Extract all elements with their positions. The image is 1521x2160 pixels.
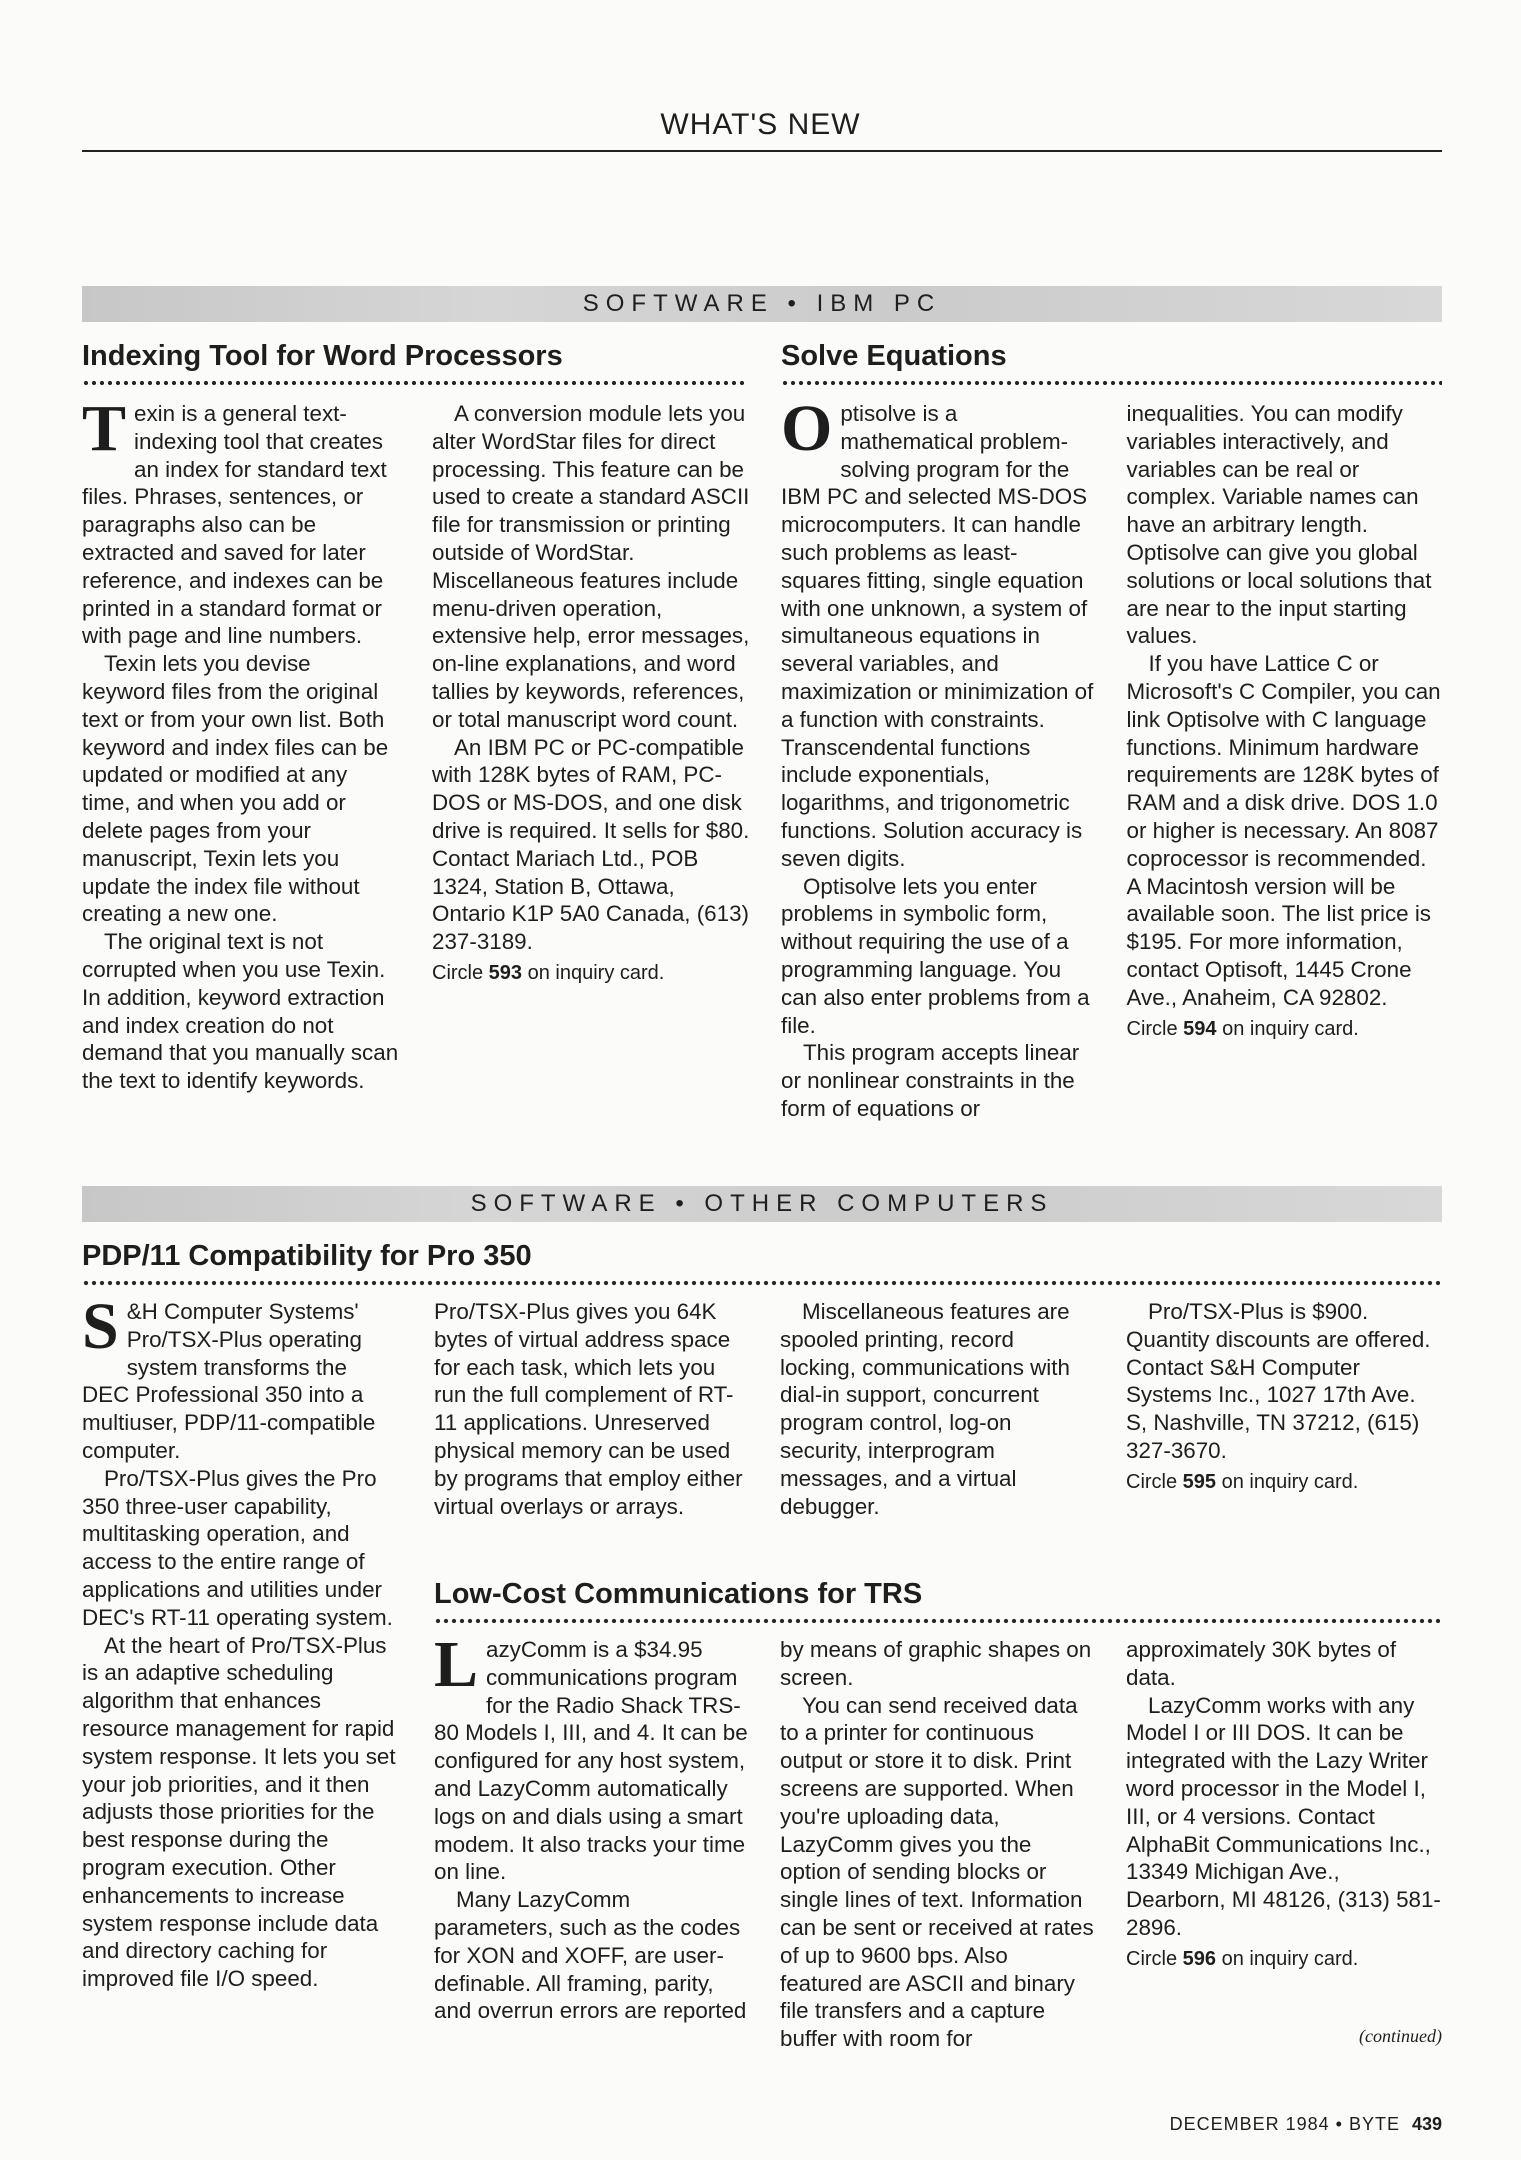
page-footer <box>900 2114 1442 2135</box>
title-dot-rule <box>781 380 1442 386</box>
drop-cap: O <box>781 392 833 465</box>
paragraph: ptisolve is a mathematical problem-solving program for the IBM PC and selected MS-DOS microcomputers. It can handle such problems as least-squares fitting, single equation with one unknown, a system of simultaneous equations in several variables, and maximization or minimization of a function with constraints. Transcendental functions include exponentials, logarithms, and trigonometric functions. Solution accuracy is seven digits. <box>781 401 1094 871</box>
paragraph: &H Computer Systems' Pro/TSX-Plus operating system transforms the DEC Professional 350 into a multiuser, PDP/11-compatible computer. <box>82 1299 376 1463</box>
issue-label: DECEMBER 1984 • BYTE <box>1169 2114 1400 2134</box>
paragraph: This program accepts linear or nonlinear constraints in the form of equations or inequalities. You can modify variables interactively, and variables can be real or complex. Variable names can have an arbitrary length. Optisolve can give you global solutions or local solutions that are near to the input starting values. <box>781 401 1432 1121</box>
paragraph: If you have Lattice C or Microsoft's C Compiler, you can link Optisolve with C language functions. Minimum hardware requirements are 128K bytes of RAM and a disk drive. DOS 1.0 or higher is necessary. An 8087 coprocessor is recommended. A Macintosh version will be available soon. The list price is $195. For more information, contact Optisoft, 1445 Crone Ave., Anaheim, CA 92802. <box>1126 651 1441 1010</box>
header-rule <box>82 150 1442 152</box>
article-title-pdp11: PDP/11 Compatibility for Pro 350 <box>82 1240 532 1272</box>
inquiry-circle: Circle 596 on inquiry card. <box>1126 1947 1359 1970</box>
paragraph: exin is a general text-indexing tool that creates an index for standard text files. Phrases, sentences, or paragraphs also can be extracted and saved for later reference, and indexes can be printed in a standard format or with page and line numbers. <box>82 401 387 649</box>
paragraph: At the heart of Pro/TSX-Plus is an adaptive scheduling algorithm that enhances resource management for rapid system response. It lets you set your job priorities, and it then adjusts those priorities for the best response during the program execution. Other enhancements to increase system response include data and directory caching for improved file I/O speed. <box>82 1632 396 1992</box>
title-dot-rule <box>82 380 746 386</box>
category-band-other-computers: SOFTWARE • OTHER COMPUTERS <box>82 1186 1442 1222</box>
paragraph: azyComm is a $34.95 communications program for the Radio Shack TRS-80 Models I, III, and 4. It can be configured for any host system, and LazyComm automatically logs on and dials using a smart modem. It also tracks your time on line. <box>434 1637 748 1885</box>
article-body-lazycomm <box>434 1628 1442 2066</box>
category-band-ibm-pc: SOFTWARE • IBM PC <box>82 286 1442 322</box>
article-body-pdp11-cont <box>434 1298 1442 1548</box>
paragraph: Texin lets you devise keyword files from the original text or from your own list. Both keyword and index files can be updated or modified at any time, and when you add or delete pages from your manuscript, Texin lets you update the index file without creating a new one. <box>82 651 389 927</box>
paragraph: Miscellaneous features are spooled printing, record locking, communications with dial-in support, concurrent program control, log-on security, interprogram messages, and a virtual debugger. <box>780 1299 1070 1519</box>
page-number: 439 <box>1411 2114 1442 2134</box>
paragraph: A conversion module lets you alter WordStar files for direct processing. This feature can be used to create a standard ASCII file for transmission or printing outside of WordStar. Miscellaneous features include menu-driven operation, extensive help, error messages, on-line explanations, and word tallies by keywords, references, or total manuscript word count. <box>432 401 750 732</box>
title-dot-rule <box>82 1280 1442 1286</box>
paragraph: Pro/TSX-Plus gives you 64K bytes of virtual address space for each task, which lets you run the full complement of RT-11 applications. Unreserved physical memory can be used by programs that employ either virtual overlays or arrays. <box>434 1299 743 1519</box>
section-header: WHAT'S NEW <box>660 108 861 141</box>
drop-cap: T <box>82 392 127 465</box>
drop-cap: S <box>82 1290 119 1363</box>
inquiry-circle: Circle 595 on inquiry card. <box>1126 1470 1359 1493</box>
article-body-optisolve <box>781 392 1442 1140</box>
paragraph: Many LazyComm parameters, such as the codes for XON and XOFF, are user-definable. All framing, parity, and overrun errors are reported by means of graphic shapes on screen. <box>434 1637 1092 2024</box>
continued-note: (continued) <box>1359 2026 1442 2046</box>
paragraph: The original text is not corrupted when you use Texin. In addition, keyword extraction and index creation do not demand that you manually scan the text to identify keywords. <box>82 929 399 1094</box>
paragraph: Optisolve lets you enter problems in symbolic form, without requiring the use of a programming language. You can also enter problems from a file. <box>781 873 1090 1038</box>
article-title-solve-equations: Solve Equations <box>781 340 1007 372</box>
title-dot-rule <box>434 1618 1442 1624</box>
article-title-indexing-tool: Indexing Tool for Word Processors <box>82 340 563 372</box>
paragraph: Pro/TSX-Plus gives the Pro 350 three-user capability, multitasking operation, and access to the entire range of applications and utilities under DEC's RT-11 operating system. <box>82 1465 393 1630</box>
paragraph: Pro/TSX-Plus is $900. Quantity discounts are offered. Contact S&H Computer Systems Inc., 1027 17th Ave. S, Nashville, TN 37212, (615) 327-3670. <box>1126 1299 1431 1463</box>
inquiry-circle: Circle 594 on inquiry card. <box>1126 1017 1359 1040</box>
paragraph: An IBM PC or PC-compatible with 128K bytes of RAM, PC-DOS or MS-DOS, and one disk drive is required. It sells for $80. Contact Mariach Ltd., POB 1324, Station B, Ottawa, Ontario K1P 5A0 Canada, (613) 237-3189. <box>432 734 750 955</box>
inquiry-circle: Circle 593 on inquiry card. <box>432 961 665 984</box>
article-title-lazycomm: Low-Cost Communications for TRS <box>434 1578 923 1610</box>
paragraph: You can send received data to a printer for continuous output or store it to disk. Print screens are supported. When you're uploading data, LazyComm gives you the option of sending blocks or single lines of text. Information can be sent or received at rates of up to 9600 bps. Also featured are ASCII and binary file transfers and a capture buffer with room for approximately 30K bytes of data. <box>780 1637 1397 2052</box>
drop-cap: L <box>434 1628 479 1701</box>
paragraph: LazyComm works with any Model I or III DOS. It can be integrated with the Lazy Writer word processor in the Model I, III, or 4 versions. Contact AlphaBit Communications Inc., 13349 Michigan Ave., Dearborn, MI 48126, (313) 581-2896. <box>1126 1692 1441 1940</box>
article-body-texin <box>82 392 750 1140</box>
